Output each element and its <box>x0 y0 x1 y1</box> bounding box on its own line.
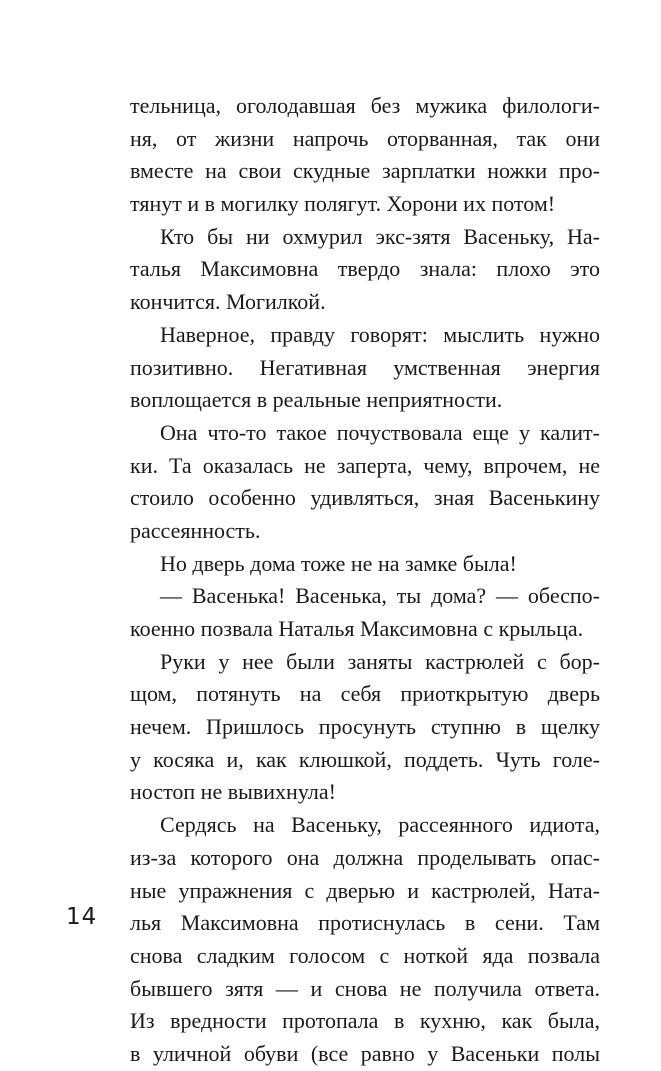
text-line: бывшего зятя — и снова не получила ответа. <box>130 975 600 1001</box>
text-line: снова сладким голосом с ноткой яда позвала <box>130 942 600 968</box>
text-line: коенно позвала Наталья Максимовна с крыльца. <box>130 616 584 641</box>
text-line: рассеянность. <box>130 517 261 543</box>
text-line: Руки у нее были заняты кастрюлей с бор- <box>160 648 600 674</box>
text-line: талья Максимовна твердо знала: плохо это <box>130 256 600 282</box>
text-line: Кто бы ни охмурил экс-зятя Васеньку, На- <box>160 223 600 249</box>
text-line: вместе на свои скудные зарплатки ножки про- <box>130 158 600 184</box>
body-text <box>130 90 600 1071</box>
text-line: ные упражнения с дверью и кастрюлей, Ната- <box>130 877 600 903</box>
text-line: стоило особенно удивляться, зная Васенькину <box>130 485 600 511</box>
text-line: в уличной обуви (все равно у Васеньки полы <box>130 1040 600 1066</box>
text-line: воплощается в реальные неприятности. <box>130 387 503 413</box>
text-line: щом, потянуть на себя приоткрытую дверь <box>130 681 600 707</box>
text-line: нечем. Пришлось просунуть ступню в щелку <box>130 714 600 740</box>
text-line: ки. Та оказалась не заперта, чему, впрочем, не <box>130 452 600 478</box>
text-line: Сердясь на Васеньку, рассеянного идиота, <box>160 812 600 838</box>
text-line: кончится. Могилкой. <box>130 289 326 315</box>
text-line: Она что-то такое почуствовала еще у калит- <box>160 419 600 445</box>
text-line: из-за которого она должна проделывать опас- <box>130 844 600 870</box>
text-line: тянут и в могилку полягут. Хорони их потом! <box>130 191 556 217</box>
text-line: позитивно. Негативная умственная энергия <box>130 354 600 380</box>
text-line: Наверное, правду говорят: мыслить нужно <box>160 321 600 347</box>
text-line: — Васенька! Васенька, ты дома? — обеспо- <box>160 583 600 609</box>
text-line: лья Максимовна протиснулась в сени. Там <box>130 910 600 936</box>
text-line: тельница, оголодавшая без мужика филологи- <box>130 93 600 118</box>
text-line: ня, от жизни напрочь оторванная, так они <box>130 125 600 151</box>
page-number: 14 <box>66 904 98 930</box>
text-line: у косяка и, как клюшкой, поддеть. Чуть голе- <box>130 746 600 772</box>
text-line: Но дверь дома тоже не на замке была! <box>160 550 517 576</box>
text-line: ностоп не вывихнула! <box>130 779 336 805</box>
text-line: Из вредности протопала в кухню, как была, <box>130 1008 600 1034</box>
